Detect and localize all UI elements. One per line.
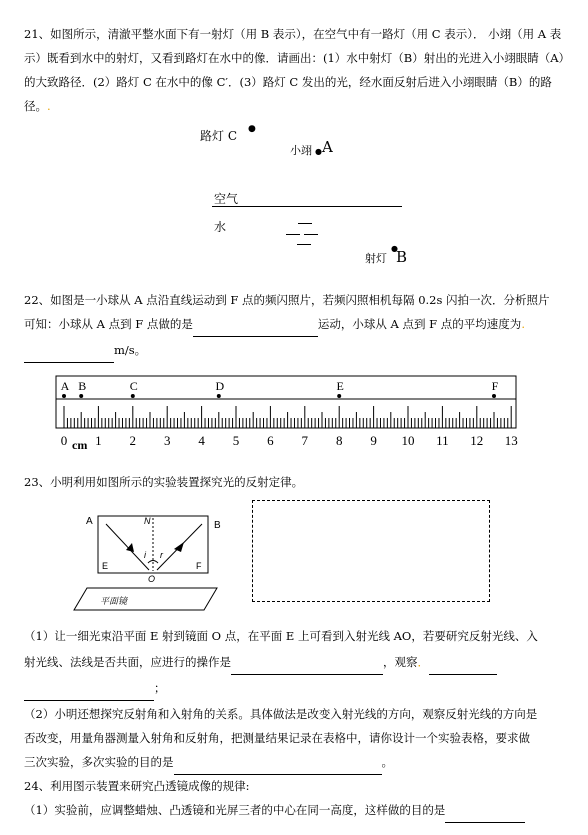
q22-line1: 22、如图是一小球从 A 点沿直线运动到 F 点的频闪照片，若频闪照相机每隔 0.2s 闪拍一次．分析照片 bbox=[24, 293, 550, 307]
ball-position-label: E bbox=[336, 379, 344, 393]
q21-text: 21、如图所示，清澈平整水面下有一射灯（用 B 表示），在空气中有一路灯（用 C 表示）． 小翊（用 A 表示）既看到水中的射灯，又看到路灯在水中的像．请画出：(1）水中射灯（B）射出的光进入小翊眼睛（A）的大致路径．(2）路灯 C 在水中的像 C′．(3）路灯 C 发出的光，经水面反射后进入小翊眼睛（B）的路径。. bbox=[24, 27, 565, 113]
water-dash-1 bbox=[298, 223, 312, 224]
plane-e-f-board bbox=[98, 516, 208, 573]
ball-position-label: A bbox=[60, 379, 70, 393]
q23-p1d-line: ； bbox=[24, 676, 569, 701]
q24-p1: （1）实验前，应调整蜡烛、凸透镜和光屏三者的中心在同一高度，这样做的目的是 bbox=[24, 798, 569, 823]
answer-drawing-box[interactable] bbox=[252, 500, 490, 602]
plane-mirror bbox=[74, 588, 217, 610]
label-e: E bbox=[102, 561, 109, 571]
q23-p2b: 否改变，用量角器测量入射角和反射角，把测量结果记录在表格中，请你设计一个实验表格，要求做 bbox=[24, 731, 530, 745]
ruler-number: 9 bbox=[370, 433, 377, 448]
q22-blank-speed[interactable] bbox=[24, 338, 114, 363]
streetlight-label: 路灯 C bbox=[200, 129, 237, 143]
label-o: O bbox=[148, 574, 156, 584]
ruler-number: 6 bbox=[267, 433, 274, 448]
q22-blank-motion[interactable] bbox=[193, 312, 318, 337]
ball-position-dot bbox=[79, 394, 83, 398]
water-dash-3 bbox=[304, 234, 318, 235]
ruler-number: 1 bbox=[95, 433, 102, 448]
q23-p1b: 射光线、法线是否共面，应进行的操作是 ，观察． bbox=[24, 650, 569, 675]
q24-blank-purpose[interactable] bbox=[445, 798, 525, 823]
ruler-number: 12 bbox=[470, 433, 484, 448]
ball-position-dot bbox=[492, 394, 496, 398]
ruler-number: 11 bbox=[436, 433, 449, 448]
ruler-body bbox=[56, 376, 516, 428]
q23-blank-operation[interactable] bbox=[231, 650, 383, 675]
spotlight-label: 射灯 bbox=[365, 252, 387, 265]
label-r: r bbox=[160, 550, 163, 560]
q23-p1a: （1）让一细光束沿平面 E 射到镜面 O 点，在平面 E 上可看到入射光线 AO，若要研究反射光线、入 bbox=[24, 629, 538, 643]
ruler-number: 10 bbox=[401, 433, 415, 448]
water-dash-4 bbox=[297, 244, 311, 245]
q23-p2c: 三次实验，多次实验的目的是 。 bbox=[24, 750, 569, 775]
water-label: 水 bbox=[214, 220, 227, 234]
ruler-number: 8 bbox=[335, 433, 343, 448]
ruler-number: 7 bbox=[301, 433, 309, 448]
label-i: i bbox=[144, 550, 146, 560]
q22-line2: 可知：小球从 A 点到 F 点做的是 运动，小球从 A 点到 F 点的平均速度为. bbox=[24, 312, 569, 337]
q23-blank-observe[interactable] bbox=[429, 650, 497, 675]
label-a: A bbox=[86, 516, 93, 527]
spotlight-letter: B bbox=[396, 248, 408, 266]
person-letter: A bbox=[322, 138, 333, 156]
spotlight-dot: ● bbox=[391, 244, 398, 253]
ball-position-label: B bbox=[78, 379, 87, 393]
ruler-figure bbox=[0, 368, 588, 468]
person-label: 小翊 bbox=[290, 144, 312, 157]
ruler-unit: cm bbox=[72, 438, 88, 452]
ball-position-dot bbox=[131, 394, 135, 398]
ball-position-dot bbox=[217, 394, 221, 398]
ball-position-dot bbox=[62, 394, 66, 398]
ruler-number: 0 bbox=[60, 433, 68, 448]
incident-ray bbox=[106, 524, 149, 570]
q23-blank-observe-cont[interactable] bbox=[24, 676, 154, 701]
streetlight-dot: ● bbox=[248, 124, 256, 134]
label-n: N bbox=[144, 516, 151, 526]
ball-position-label: F bbox=[491, 379, 499, 393]
q23-text: 23、小明利用如图所示的实验装置探究光的反射定律。 bbox=[24, 475, 304, 489]
q23-blank-purpose[interactable] bbox=[174, 750, 382, 775]
ruler-number: 5 bbox=[232, 433, 240, 448]
ruler-ticks bbox=[64, 406, 511, 428]
air-label: 空气 bbox=[214, 192, 239, 206]
ball-position-label: D bbox=[215, 379, 225, 393]
q22-line3: m/s。 bbox=[24, 338, 569, 363]
label-b: B bbox=[214, 520, 221, 531]
ruler-number: 13 bbox=[504, 433, 518, 448]
ball-position-label: C bbox=[129, 379, 138, 393]
q24-title: 24、利用图示装置来研究凸透镜成像的规律: bbox=[24, 779, 250, 793]
ruler-number: 4 bbox=[198, 433, 205, 448]
ball-position-dot bbox=[337, 394, 341, 398]
incident-arrow bbox=[126, 543, 134, 552]
person-dot: ● bbox=[315, 147, 322, 156]
ruler-points bbox=[61, 379, 499, 398]
label-f: F bbox=[196, 561, 202, 571]
water-surface-line bbox=[212, 206, 402, 207]
ruler-number: 2 bbox=[129, 433, 137, 448]
ruler-number: 3 bbox=[163, 433, 171, 448]
ruler-numbers bbox=[61, 433, 518, 448]
q23-p2a: （2）小明还想探究反射角和入射角的关系。具体做法是改变入射光线的方向，观察反射光线的方向是 bbox=[24, 707, 538, 721]
label-mirror: 平面镜 bbox=[100, 597, 128, 607]
water-dash-2 bbox=[286, 234, 300, 235]
